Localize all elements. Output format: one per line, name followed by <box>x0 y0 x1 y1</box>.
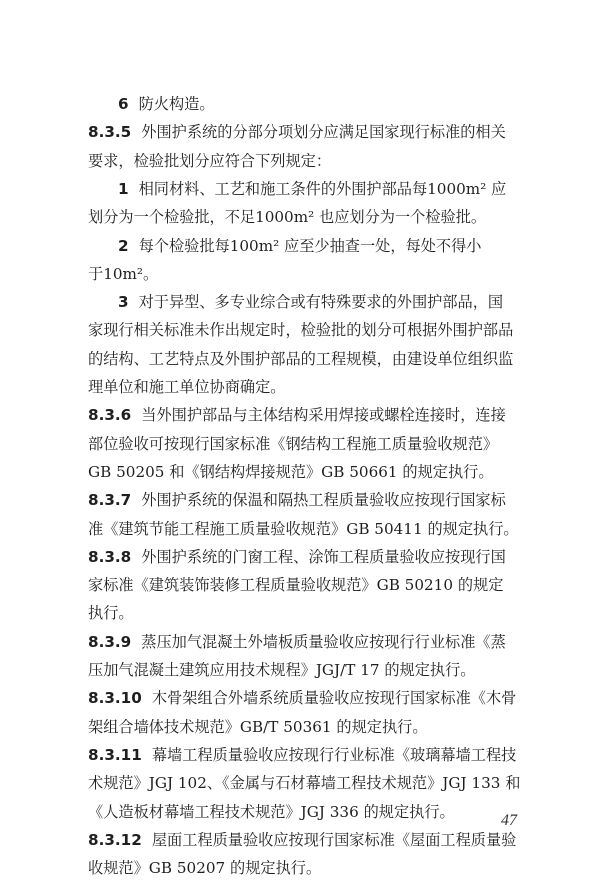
line-text: GB 50205 和《钢结构焊接规范》GB 50661 的规定执行。 <box>88 462 494 481</box>
line-text: 防火构造。 <box>138 95 215 113</box>
line-text: 准《建筑节能工程施工质量验收规范》GB 50411 的规定执行。 <box>88 519 519 538</box>
clause-line <box>88 741 530 769</box>
clause-line <box>88 543 530 571</box>
clause-line <box>118 175 530 203</box>
text-line <box>88 430 530 458</box>
clause-line <box>88 486 530 514</box>
clause-line <box>88 401 530 429</box>
line-text: 家现行相关标准未作出规定时，检验批的划分可根据外围护部品 <box>88 321 514 340</box>
line-text: 外围护系统的保温和隔热工程质量验收应按现行国家标 <box>141 491 506 510</box>
text-line <box>88 515 530 543</box>
line-text: 家标准《建筑装饰装修工程质量验收规范》GB 50210 的规定 <box>88 576 504 595</box>
line-text: 每个检验批每100m² 应至少抽查一处，每处不得小 <box>138 236 482 255</box>
line-text: 的结构、工艺特点及外围护部品的工程规模，由建设单位组织监 <box>88 349 514 368</box>
text-line <box>88 798 530 826</box>
text-line <box>88 656 530 684</box>
line-text: 架组合墙体技术规范》GB/T 50361 的规定执行。 <box>88 717 428 736</box>
line-text: 相同材料、工艺和施工条件的外围护部品每1000m² 应 <box>138 179 507 198</box>
clause-number: 1 <box>118 179 129 198</box>
line-text: 外围护系统的门窗工程、涂饰工程质量验收应按现行国 <box>141 547 506 566</box>
text-line <box>88 260 530 288</box>
text-line <box>88 316 530 344</box>
text-line <box>88 571 530 599</box>
line-text: 理单位和施工单位协商确定。 <box>88 378 286 396</box>
text-line <box>88 458 530 486</box>
clause-number: 8.3.12 <box>88 830 142 849</box>
clause-number: 8.3.8 <box>88 547 132 566</box>
line-text: 部位验收可按现行国家标准《钢结构工程施工质量验收规范》 <box>88 434 499 453</box>
line-text: 对于异型、多专业综合或有特殊要求的外围护部品，国 <box>138 293 504 312</box>
text-line <box>88 373 530 401</box>
line-text: 划分为一个检验批，不足1000m² 也应划分为一个检验批。 <box>88 208 487 227</box>
clause-number: 8.3.6 <box>88 406 132 425</box>
clause-line <box>88 628 530 656</box>
clause-number: 8.3.5 <box>88 123 132 142</box>
line-text: 要求，检验批划分应符合下列规定： <box>88 151 331 170</box>
clause-line <box>118 90 530 118</box>
clause-line <box>118 232 530 260</box>
line-text: 幕墙工程质量验收应按现行行业标准《玻璃幕墙工程技 <box>151 745 517 764</box>
text-line <box>88 345 530 373</box>
text-line <box>88 769 530 797</box>
line-text: 术规范》JGJ 102、《金属与石材幕墙工程技术规范》JGJ 133 和 <box>88 774 521 793</box>
line-text: 屋面工程质量验收应按现行国家标准《屋面工程质量验 <box>151 830 517 849</box>
line-text: 于10m²。 <box>88 264 159 283</box>
line-text: 外围护系统的分部分项划分应满足国家现行标准的相关 <box>141 123 506 142</box>
clause-line <box>88 684 530 712</box>
clause-number: 8.3.11 <box>88 745 142 764</box>
clause-number: 6 <box>118 95 129 113</box>
clause-number: 3 <box>118 293 129 312</box>
line-text: 木骨架组合外墙系统质量验收应按现行国家标准《木骨 <box>151 689 517 708</box>
clause-line <box>88 826 530 854</box>
clause-line <box>118 288 530 316</box>
line-text: 当外围护部品与主体结构采用焊接或螺栓连接时，连接 <box>141 406 506 425</box>
line-text: 蒸压加气混凝土外墙板质量验收应按现行行业标准《蒸 <box>141 632 506 651</box>
page-number: 47 <box>501 812 517 829</box>
clause-number: 8.3.7 <box>88 491 132 510</box>
text-line <box>88 599 530 627</box>
clause-number: 8.3.10 <box>88 689 142 708</box>
clause-number: 8.3.9 <box>88 632 132 651</box>
text-line <box>88 854 530 882</box>
line-text: 收规范》GB 50207 的规定执行。 <box>88 859 322 878</box>
text-line <box>88 203 530 231</box>
text-line <box>88 713 530 741</box>
line-text: 压加气混凝土建筑应用技术规程》JGJ/T 17 的规定执行。 <box>88 661 476 679</box>
text-line <box>88 147 530 175</box>
line-text: 执行。 <box>88 604 134 623</box>
clause-number: 2 <box>118 236 129 255</box>
line-text: 《人造板材幕墙工程技术规范》JGJ 336 的规定执行。 <box>88 802 455 821</box>
clause-line <box>88 118 530 146</box>
